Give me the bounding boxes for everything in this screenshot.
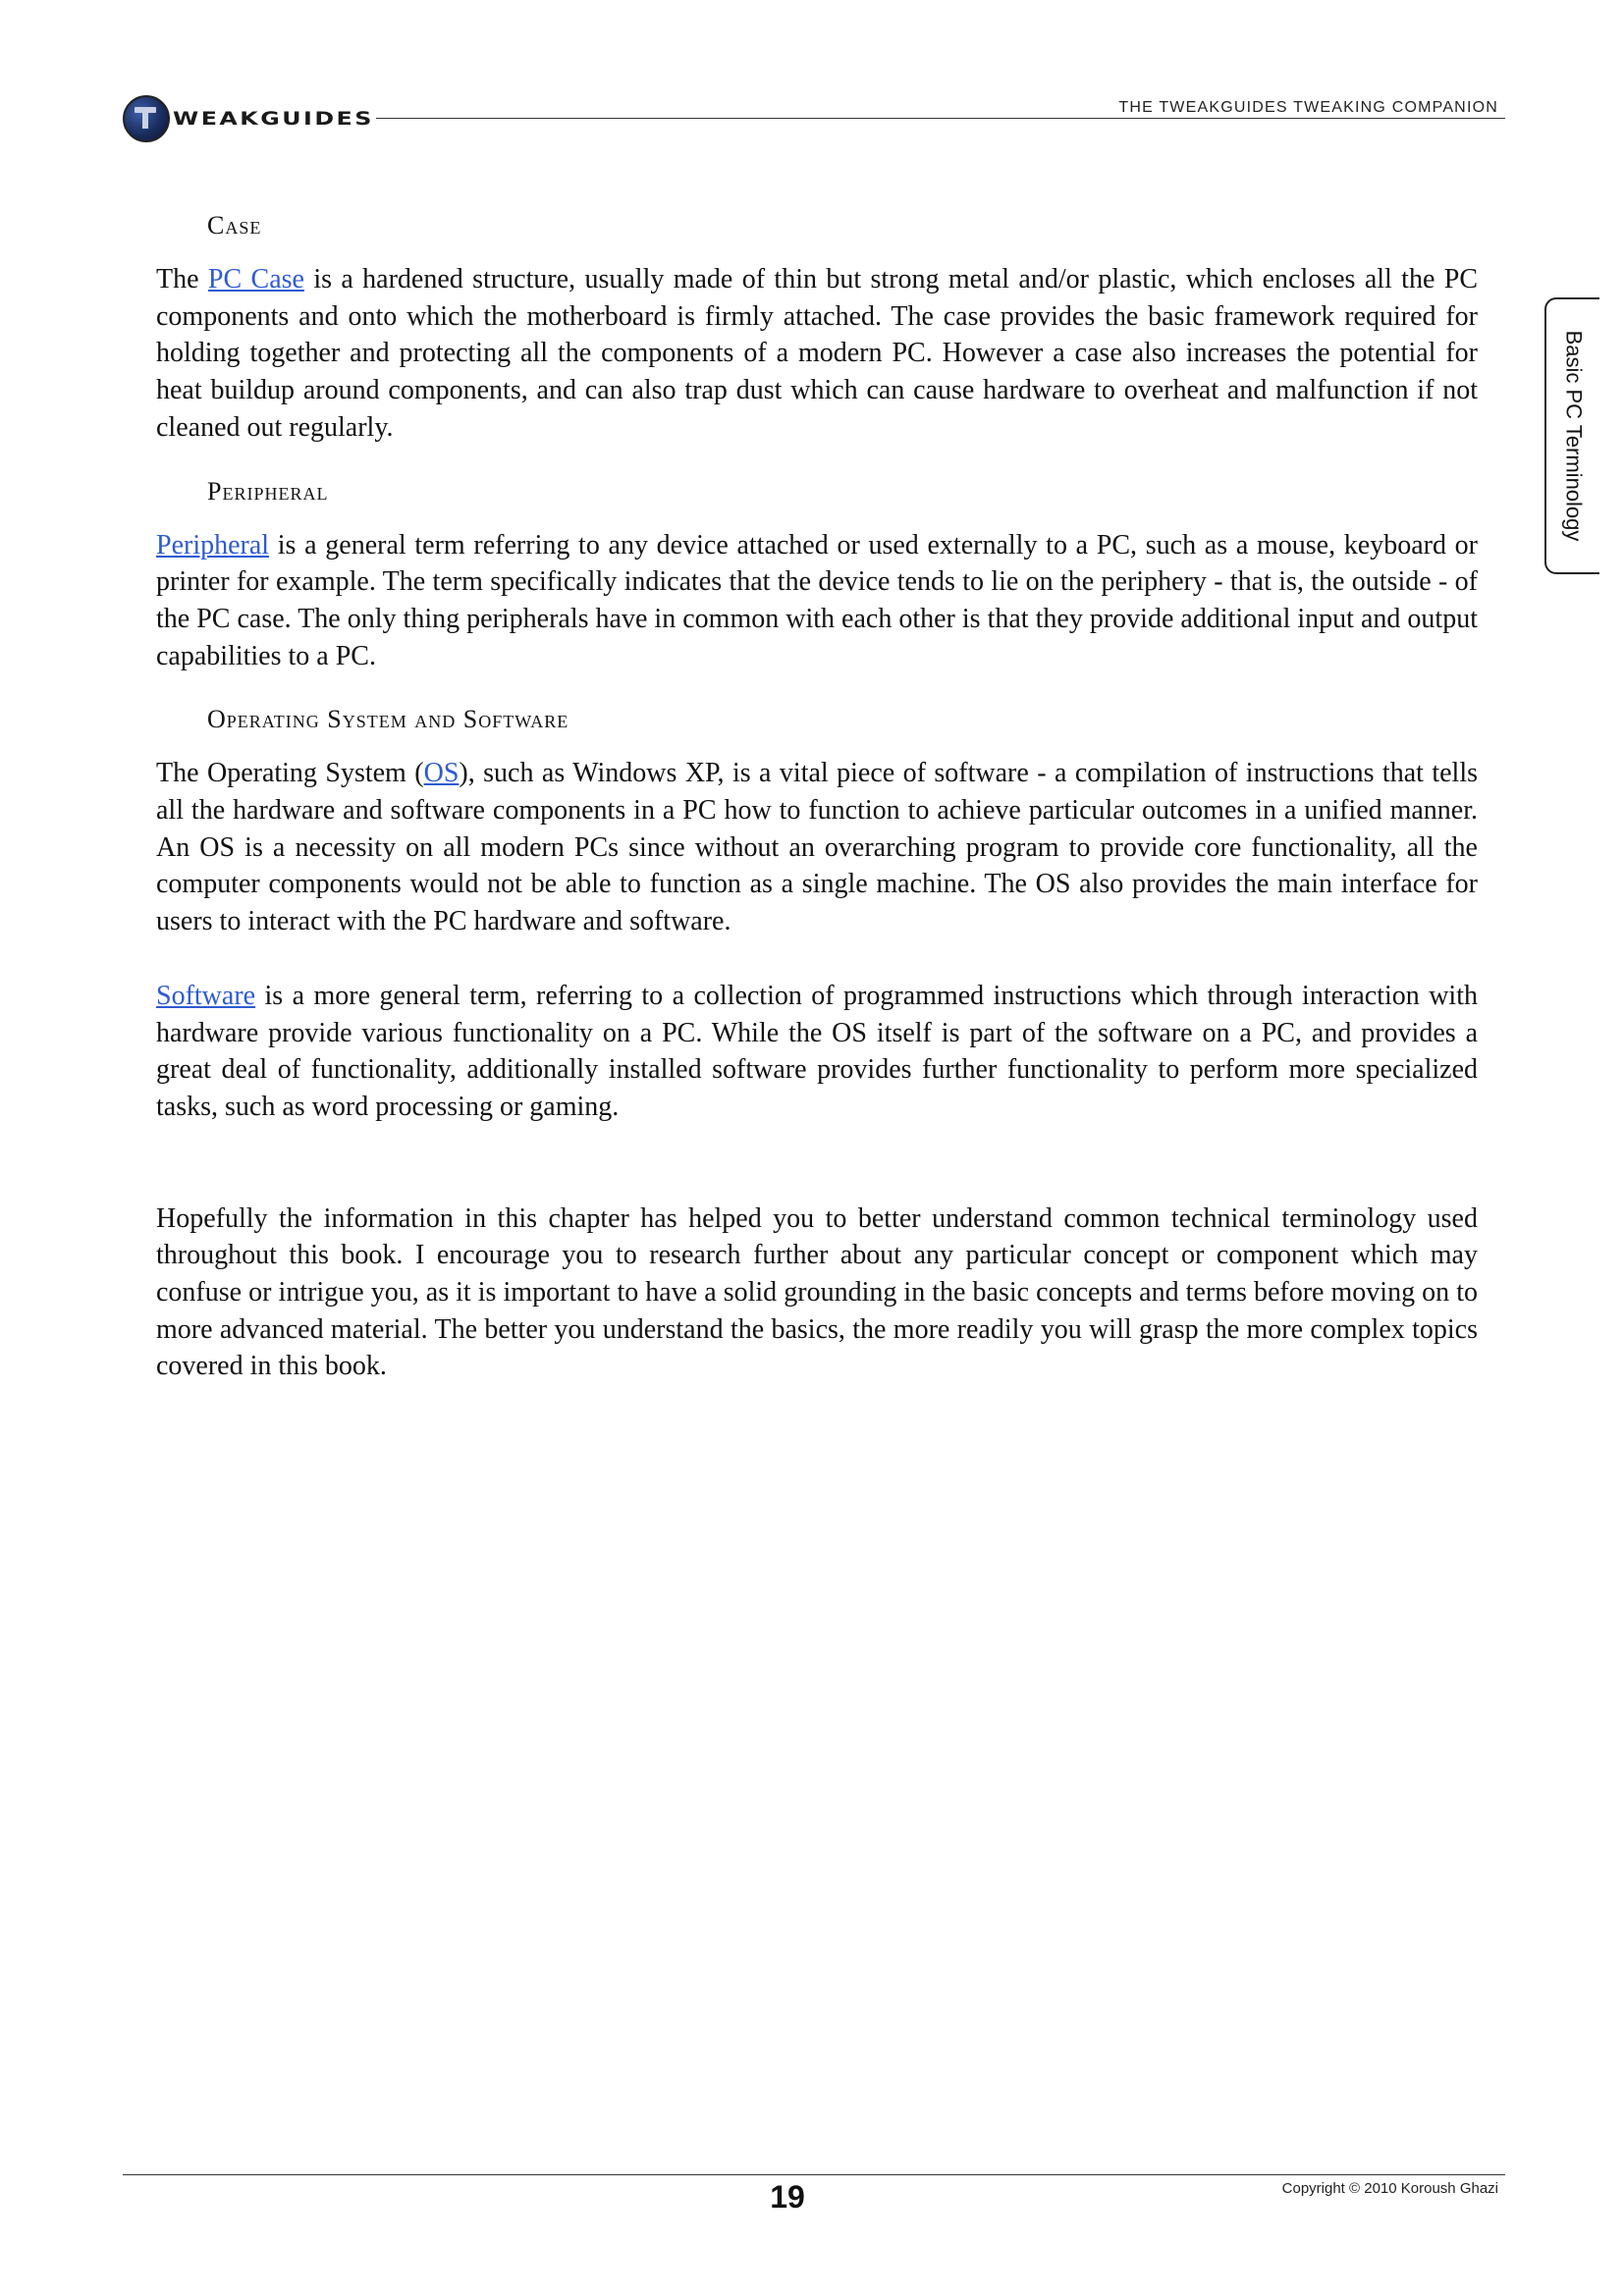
chapter-side-tab [1544, 297, 1599, 574]
paragraph-software [156, 978, 1478, 1126]
text-run: The Operating System ( [156, 758, 424, 789]
link-pc-case[interactable]: PC Case [207, 264, 304, 294]
logo-emblem-icon [123, 95, 170, 142]
logo-text: WEAKGUIDES [173, 108, 374, 130]
paragraph-peripheral [156, 527, 1478, 675]
link-peripheral[interactable]: Peripheral [156, 529, 270, 561]
link-software[interactable]: Software [156, 980, 256, 1011]
section-heading-case: Case [207, 211, 262, 240]
link-os[interactable]: OS [423, 758, 460, 789]
header-title: THE TWEAKGUIDES TWEAKING COMPANION [1118, 99, 1498, 116]
paragraph-case [156, 261, 1478, 447]
text-run: ), such as Windows XP, is a vital piece of software - a compilation of instructions that tells all the hardware and software components in a PC how to function to achieve particular outcomes in a unified manner. An OS is a necessity on all modern PCs since without an overarching program to provide core functionality, all the computer components would not be able to function as a single machine. The OS also provides the main interface for users to interact with the PC hardware and software. [156, 758, 1478, 937]
chapter-side-tab-label: Basic PC Terminology [1561, 330, 1587, 542]
section-heading-operating-system: Operating System and Software [207, 705, 569, 734]
footer-rule [123, 2174, 1505, 2175]
text-run: is a hardened structure, usually made of thin but strong metal and/or plastic, which encloses all the PC components and onto which the motherboard is firmly attached. The case provides the basic framework required for holding together and protecting all the components of a modern PC. However a case also increases the potential for heat buildup around components, and can also trap dust which can cause hardware to overheat and malfunction if not cleaned out regularly. [156, 264, 1478, 443]
paragraph-operating-system [156, 755, 1478, 940]
text-run: is a more general term, referring to a collection of programmed instructions which through interaction with hardware provide various functionality on a PC. While the OS itself is part of the software on a PC, and provides a great deal of functionality, additionally installed software provides further functionality to perform more specialized tasks, such as word processing or gaming. [156, 980, 1478, 1122]
section-heading-peripheral: Peripheral [207, 476, 329, 506]
page-body [156, 206, 1478, 1385]
text-run: The [156, 264, 208, 294]
page-number: 19 [770, 2179, 805, 2215]
header-rule [376, 118, 1505, 119]
copyright-notice: Copyright © 2010 Koroush Ghazi [1281, 2180, 1498, 2197]
text-run: is a general term referring to any device attached or used externally to a PC, such as a mouse, keyboard or printer for example. The term specifically indicates that the device tends to lie on the periphery - that is, the outside - of the PC case. The only thing peripherals have in common with each other is that they provide additional input and output capabilities to a PC. [156, 529, 1478, 671]
tweakguides-logo [123, 93, 374, 144]
paragraph-closing: Hopefully the information in this chapter has helped you to better understand common technical terminology used throughout this book. I encourage you to research further about any particular concept or component which may confuse or intrigue you, as it is important to have a solid grounding in the basic concepts and terms before moving on to more advanced material. The better you understand the basics, the more readily you will grasp the more complex topics covered in this book. [156, 1202, 1478, 1382]
